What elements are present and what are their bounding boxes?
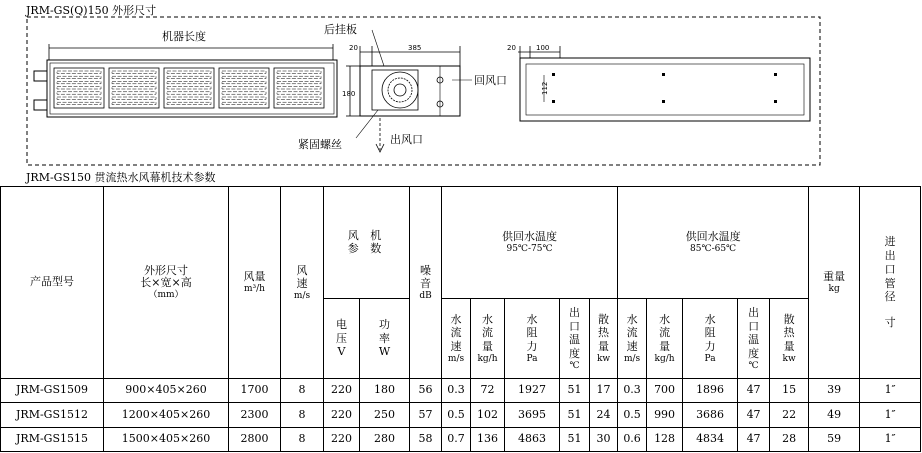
header-airflow: 风量 m³/h: [229, 187, 281, 379]
rear-hanger-label: 后挂板: [324, 23, 357, 36]
grille-slot: [112, 76, 156, 78]
table-title: JRM-GS150 贯流热水风幕机技术参数: [26, 171, 216, 184]
front-view: [34, 44, 337, 117]
grille-slot: [222, 97, 266, 99]
grille-slot: [167, 92, 211, 94]
fan-circle-outer: [382, 72, 418, 108]
grille-slot: [57, 87, 101, 89]
grille-slot: [57, 92, 101, 94]
header-a-flow-rate: 水流量 kg/h: [471, 299, 505, 379]
header-a-resistance: 水阻力 Pa: [505, 299, 560, 379]
header-weight: 重量 kg: [809, 187, 860, 379]
drawing-frame: [27, 17, 820, 165]
fastening-screw-label: 紧固螺丝: [298, 138, 342, 151]
header-model: 产品型号: [1, 187, 104, 379]
grille-slot: [167, 76, 211, 78]
top-view: [518, 46, 810, 121]
grille-slot: [222, 71, 266, 73]
grille-slot: [222, 92, 266, 94]
grille-slot: [112, 92, 156, 94]
header-voltage: 电压 V: [324, 299, 360, 379]
header-a-heat: 散热量 kw: [590, 299, 618, 379]
grille-slot: [277, 97, 321, 99]
header-a-outlet-temp: 出口温度 ℃: [560, 299, 590, 379]
header-b-resistance: 水阻力 Pa: [683, 299, 738, 379]
grille-slot: [222, 102, 266, 104]
svg-text:180: 180: [342, 90, 356, 98]
grille-slot: [57, 102, 101, 104]
return-air-label: 回风口: [474, 74, 507, 87]
grille-slot: [277, 71, 321, 73]
grille-slot: [222, 76, 266, 78]
side-body: [360, 66, 460, 116]
header-b-outlet-temp: 出口温度 ℃: [738, 299, 770, 379]
grille-slot: [277, 76, 321, 78]
header-size: 外形尺寸 长×宽×高 （mm）: [104, 187, 229, 379]
grille-slot: [167, 102, 211, 104]
header-windspeed: 风速 m/s: [281, 187, 324, 379]
header-b-flow-speed: 水流速 m/s: [618, 299, 647, 379]
header-pipe: 进出口管径 寸: [860, 187, 921, 379]
header-fan: 风 机 参 数: [324, 187, 410, 299]
header-b-flow-rate: 水流量 kg/h: [647, 299, 683, 379]
drawing-title: JRM-GS(Q)150 外形尺寸: [26, 4, 157, 17]
header-power: 功率 W: [360, 299, 410, 379]
grille-slot: [57, 81, 101, 83]
grille-slot: [277, 92, 321, 94]
grille-slot: [112, 71, 156, 73]
header-water-temp-b: 供回水温度 85℃-65℃: [618, 187, 809, 299]
svg-text:385: 385: [408, 44, 422, 52]
grille-slot: [112, 87, 156, 89]
grille-slot: [112, 97, 156, 99]
table-row: JRM-GS1515 1500×405×260 2800 8 220 280 58 0.7 136 4863 51 30 0.6 128 4834 47 28 59 1″: [1, 427, 921, 451]
outlet-label: 出风口: [390, 133, 423, 146]
grille-slot: [57, 76, 101, 78]
dimension-drawing: [0, 0, 922, 186]
grille-slot: [277, 102, 321, 104]
machine-length-label: 机器长度: [162, 30, 206, 43]
grille-slot: [277, 87, 321, 89]
grille-slot: [112, 81, 156, 83]
front-body: [47, 60, 337, 117]
header-b-heat: 散热量 kw: [770, 299, 809, 379]
spec-table: [0, 186, 921, 452]
grille-group: [54, 68, 324, 108]
pipe-stub-upper: [34, 71, 47, 81]
top-body: [520, 58, 810, 121]
grille-slot: [167, 81, 211, 83]
grille-slot: [277, 81, 321, 83]
header-noise: 噪音 dB: [410, 187, 442, 379]
table-row: JRM-GS1512 1200×405×260 2300 8 220 250 57 0.5 102 3695 51 24 0.5 990 3686 47 22 49 1″: [1, 403, 921, 427]
grille-slot: [167, 71, 211, 73]
grille-slot: [167, 97, 211, 99]
grille-slot: [57, 71, 101, 73]
svg-text:100: 100: [536, 44, 550, 52]
grille-slot: [57, 97, 101, 99]
table-row: JRM-GS1509 900×405×260 1700 8 220 180 56 0.3 72 1927 51 17 0.3 700 1896 47 15 39 1″: [1, 379, 921, 403]
pipe-stub-lower: [34, 100, 47, 110]
header-water-temp-a: 供回水温度 95℃-75℃: [442, 187, 618, 299]
grille-slot: [112, 102, 156, 104]
grille-slot: [167, 87, 211, 89]
svg-text:20: 20: [349, 44, 358, 52]
header-a-flow-speed: 水流速 m/s: [442, 299, 471, 379]
grille-slot: [222, 81, 266, 83]
grille-slot: [222, 87, 266, 89]
svg-text:20: 20: [507, 44, 516, 52]
svg-text:112: 112: [541, 81, 549, 95]
